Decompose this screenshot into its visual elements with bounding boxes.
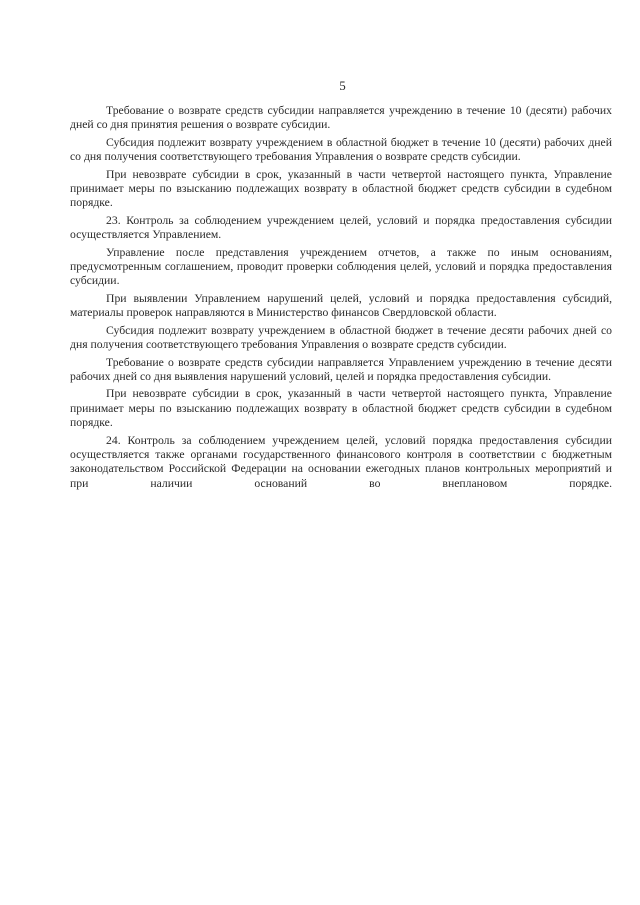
paragraph: При выявлении Управлением нарушений целей, условий и порядка предоставления субсидий, материалы проверок направляются в Министерство финансов Свердловской области. bbox=[70, 291, 612, 320]
paragraph: При невозврате субсидии в срок, указанный в части четвертой настоящего пункта, Управление принимает меры по взысканию подлежащих возврату в областной бюджет средств субсидии в судебном порядке. bbox=[70, 167, 612, 210]
paragraph: 23. Контроль за соблюдением учреждением целей, условий и порядка предоставления субсидии осуществляется Управлением. bbox=[70, 213, 612, 242]
paragraph: Субсидия подлежит возврату учреждением в областной бюджет в течение десяти рабочих дней со дня получения соответствующего требования Управления о возврате средств субсидии. bbox=[70, 323, 612, 352]
paragraph: 24. Контроль за соблюдением учреждением целей, условий порядка предоставления субсидии осуществляется также органами государственного финансового контроля в соответствии с бюджетным законодательством Российской Федерации на основании ежегодных планов контрольных мероприятий и при наличии оснований во внеплановом порядке. bbox=[70, 433, 612, 490]
document-body bbox=[70, 104, 612, 494]
paragraph: Требование о возврате средств субсидии направляется Управлением учреждению в течение десяти рабочих дней со дня выявления нарушений условий, целей и порядка предоставления субсидии. bbox=[70, 355, 612, 383]
page-number: 5 bbox=[339, 78, 346, 93]
paragraph: Управление после представления учреждением отчетов, а также по иным основаниям, предусмотренным соглашением, проводит проверки соблюдения целей, условий и порядка предоставления субсидии. bbox=[70, 245, 612, 288]
paragraph: При невозврате субсидии в срок, указанный в части четвертой настоящего пункта, Управление принимает меры по взысканию подлежащих возврату в областной бюджет средств субсидии в судебном порядке. bbox=[70, 387, 612, 430]
paragraph: Требование о возврате средств субсидии направляется учреждению в течение 10 (десяти) рабочих дней со дня принятия решения о возврате субсидии. bbox=[70, 104, 612, 132]
paragraph: Субсидия подлежит возврату учреждением в областной бюджет в течение 10 (десяти) рабочих дней со дня получения соответствующего требования Управления о возврате средств субсидии. bbox=[70, 135, 612, 164]
